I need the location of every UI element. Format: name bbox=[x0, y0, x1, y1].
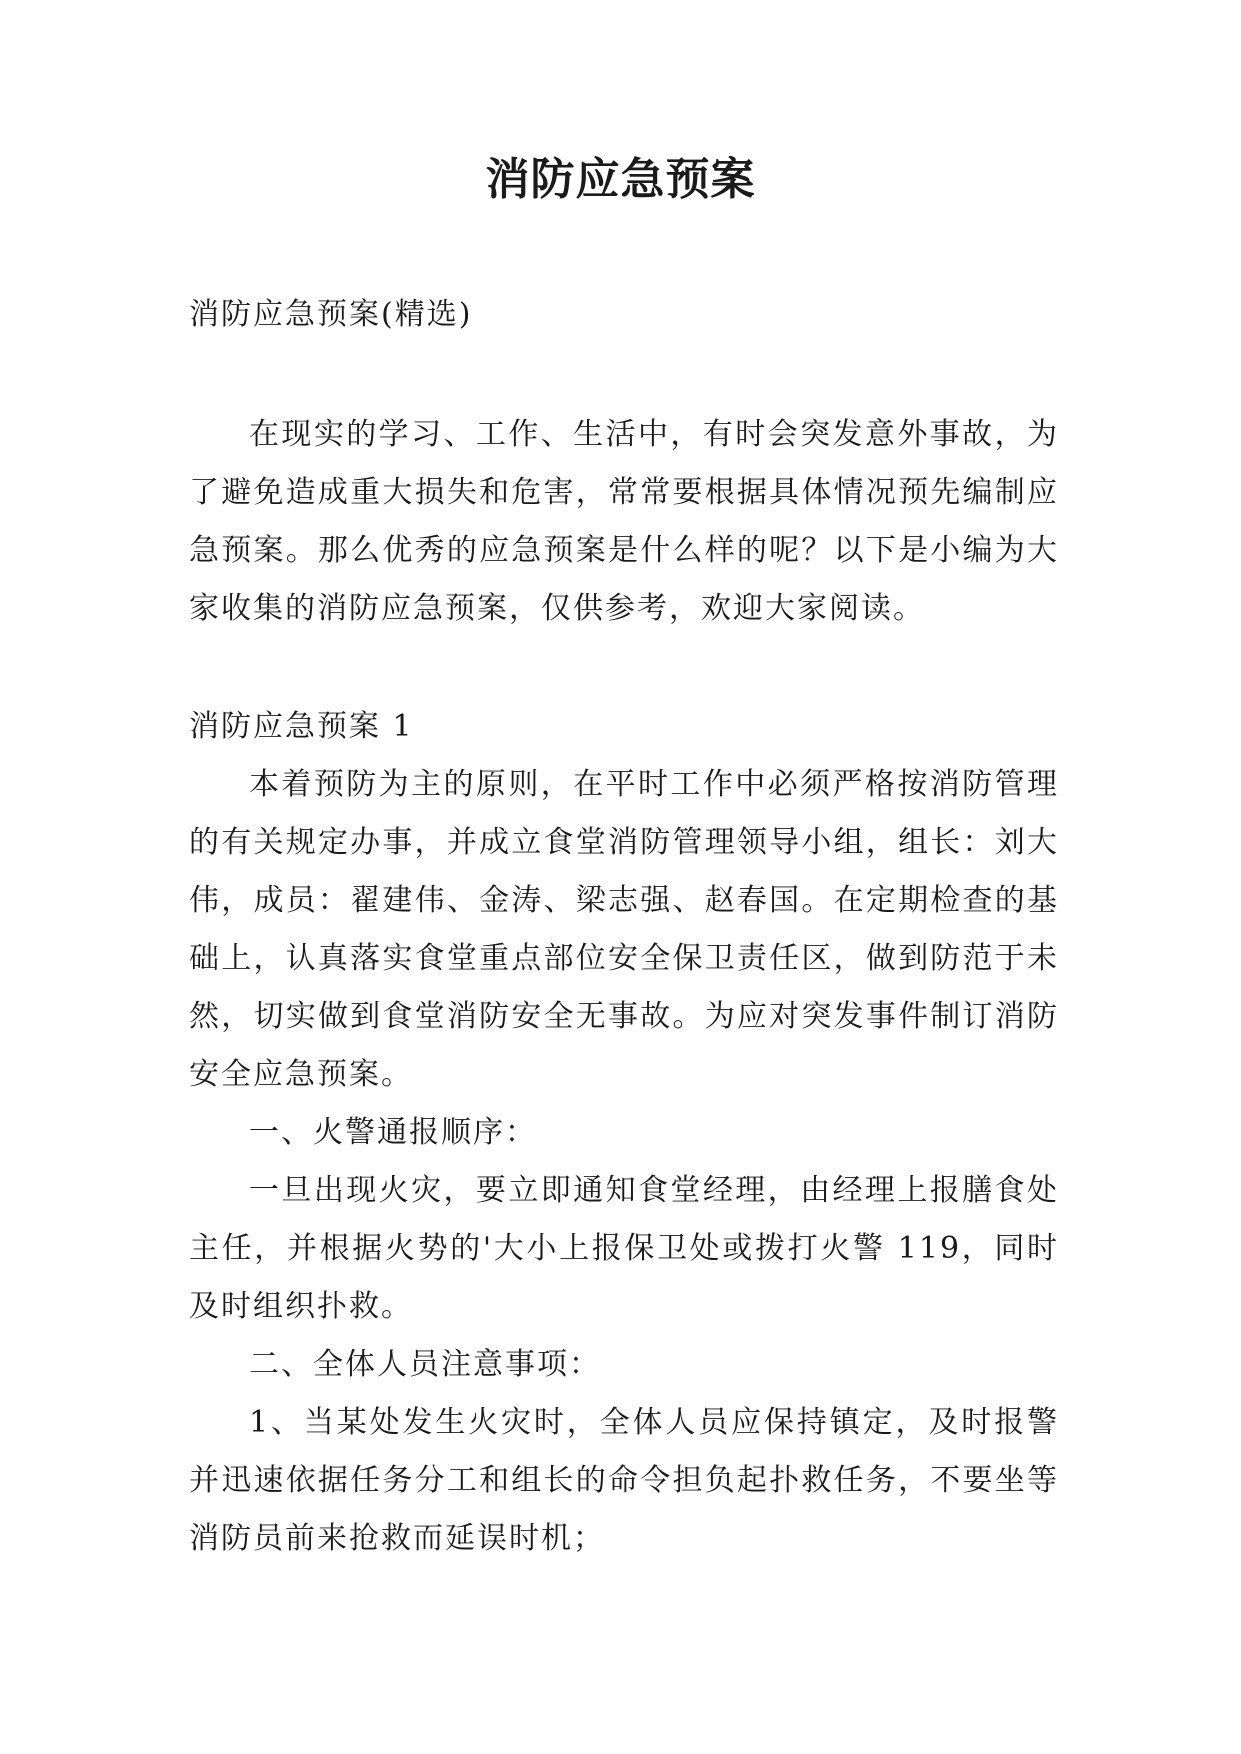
document-body bbox=[189, 286, 1059, 1568]
body-paragraph: 本着预防为主的原则，在平时工作中必须严格按消防管理的有关规定办事，并成立食堂消防管理领导小组，组长：刘大伟，成员：翟建伟、金涛、梁志强、赵春国。在定期检查的基础上，认真落实食堂重点部位安全保卫责任区，做到防范于未然，切实做到食堂消防安全无事故。为应对突发事件制订消防安全应急预案。 bbox=[189, 767, 1059, 1092]
section-heading: 消防应急预案 1 bbox=[189, 709, 414, 744]
document-title: 消防应急预案 bbox=[485, 154, 756, 205]
subsection-heading: 一、火警通报顺序： bbox=[249, 1115, 537, 1150]
subsection-heading: 二、全体人员注意事项： bbox=[249, 1347, 601, 1382]
intro-paragraph: 在现实的学习、工作、生活中，有时会突发意外事故，为了避免造成重大损失和危害，常常要根据具体情况预先编制应急预案。那么优秀的应急预案是什么样的呢？以下是小编为大家收集的消防应急预案，仅供参考，欢迎大家阅读。 bbox=[189, 417, 1059, 626]
body-paragraph: 一旦出现火灾，要立即通知食堂经理，由经理上报膳食处主任，并根据火势的'大小上报保卫处或拨打火警 119，同时及时组织扑救。 bbox=[189, 1173, 1059, 1324]
spacer bbox=[189, 638, 1059, 698]
body-paragraph: 1、当某处发生火灾时，全体人员应保持镇定，及时报警并迅速依据任务分工和组长的命令担负起扑救任务，不要坐等消防员前来抢救而延误时机； bbox=[189, 1405, 1059, 1556]
document-subtitle: 消防应急预案(精选) bbox=[189, 297, 473, 332]
spacer bbox=[189, 344, 1059, 406]
